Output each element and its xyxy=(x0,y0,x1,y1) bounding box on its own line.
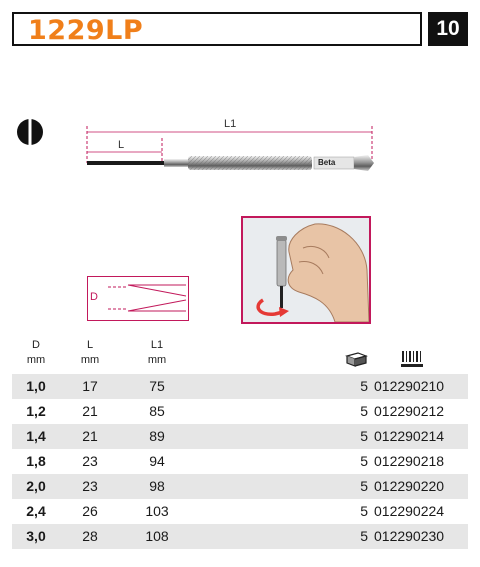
table-row xyxy=(12,499,468,524)
brand-label: Beta xyxy=(318,158,336,167)
cell-diameter: 1,2 xyxy=(26,403,46,419)
cell-length: 23 xyxy=(82,478,98,494)
header-l1-label: L1 xyxy=(150,339,164,351)
cell-pack-quantity: 5 xyxy=(360,428,368,444)
product-code: 1229LP xyxy=(28,15,144,46)
cell-length: 26 xyxy=(82,503,98,519)
cell-pack-quantity: 5 xyxy=(360,453,368,469)
slotted-tip-icon xyxy=(16,118,44,146)
cell-diameter: 2,4 xyxy=(26,503,46,519)
header-d-label: D xyxy=(32,339,40,351)
cell-length: 21 xyxy=(82,403,98,419)
tip-section-view xyxy=(87,276,189,321)
header-l xyxy=(70,338,110,368)
cell-pack-quantity: 5 xyxy=(360,528,368,544)
cell-pack-quantity: 5 xyxy=(360,478,368,494)
usage-photo xyxy=(241,216,371,324)
cell-order-code: 012290210 xyxy=(374,378,445,394)
table-row xyxy=(12,474,468,499)
cell-total-length: 89 xyxy=(149,428,165,444)
cell-diameter: 2,0 xyxy=(26,478,46,494)
cell-length: 28 xyxy=(82,528,98,544)
page-number-badge: 10 xyxy=(428,12,468,46)
dimension-d-label: D xyxy=(90,291,98,303)
cell-order-code: 012290230 xyxy=(374,528,445,544)
cell-length: 17 xyxy=(82,378,98,394)
dimension-l-label: L xyxy=(118,139,125,151)
tip-section-drawing xyxy=(88,277,188,320)
table-row xyxy=(12,449,468,474)
cell-order-code: 012290218 xyxy=(374,453,445,469)
title-bar xyxy=(12,12,422,46)
cell-order-code: 012290224 xyxy=(374,503,445,519)
cell-total-length: 85 xyxy=(149,403,165,419)
table-row xyxy=(12,424,468,449)
cell-diameter: 1,0 xyxy=(26,378,46,394)
cell-diameter: 1,8 xyxy=(26,453,46,469)
cell-order-code: 012290214 xyxy=(374,428,445,444)
cell-order-code: 012290220 xyxy=(374,478,445,494)
header-d-unit: mm xyxy=(26,354,46,366)
dimension-l1-label: L1 xyxy=(224,118,237,130)
header-d xyxy=(16,338,56,368)
table-row xyxy=(12,399,468,424)
cell-order-code: 012290212 xyxy=(374,403,445,419)
specification-table xyxy=(12,338,468,549)
cell-total-length: 108 xyxy=(145,528,169,544)
table-row xyxy=(12,374,468,399)
header-l1 xyxy=(137,338,177,368)
header-l1-unit: mm xyxy=(147,354,167,366)
cell-total-length: 103 xyxy=(145,503,169,519)
cell-diameter: 1,4 xyxy=(26,428,46,444)
cell-total-length: 94 xyxy=(149,453,165,469)
cell-pack-quantity: 5 xyxy=(360,503,368,519)
table-row xyxy=(12,524,468,549)
table-header xyxy=(12,338,468,374)
cell-pack-quantity: 5 xyxy=(360,378,368,394)
cell-pack-quantity: 5 xyxy=(360,403,368,419)
pack-quantity-icon xyxy=(344,352,370,368)
table-body xyxy=(12,374,468,549)
hand-using-screwdriver-image xyxy=(243,218,369,322)
cell-total-length: 75 xyxy=(149,378,165,394)
cell-diameter: 3,0 xyxy=(26,528,46,544)
cell-total-length: 98 xyxy=(149,478,165,494)
cell-length: 23 xyxy=(82,453,98,469)
header-l-unit: mm xyxy=(80,354,100,366)
barcode-icon xyxy=(400,349,424,369)
header-l-label: L xyxy=(86,339,94,351)
cell-length: 21 xyxy=(82,428,98,444)
